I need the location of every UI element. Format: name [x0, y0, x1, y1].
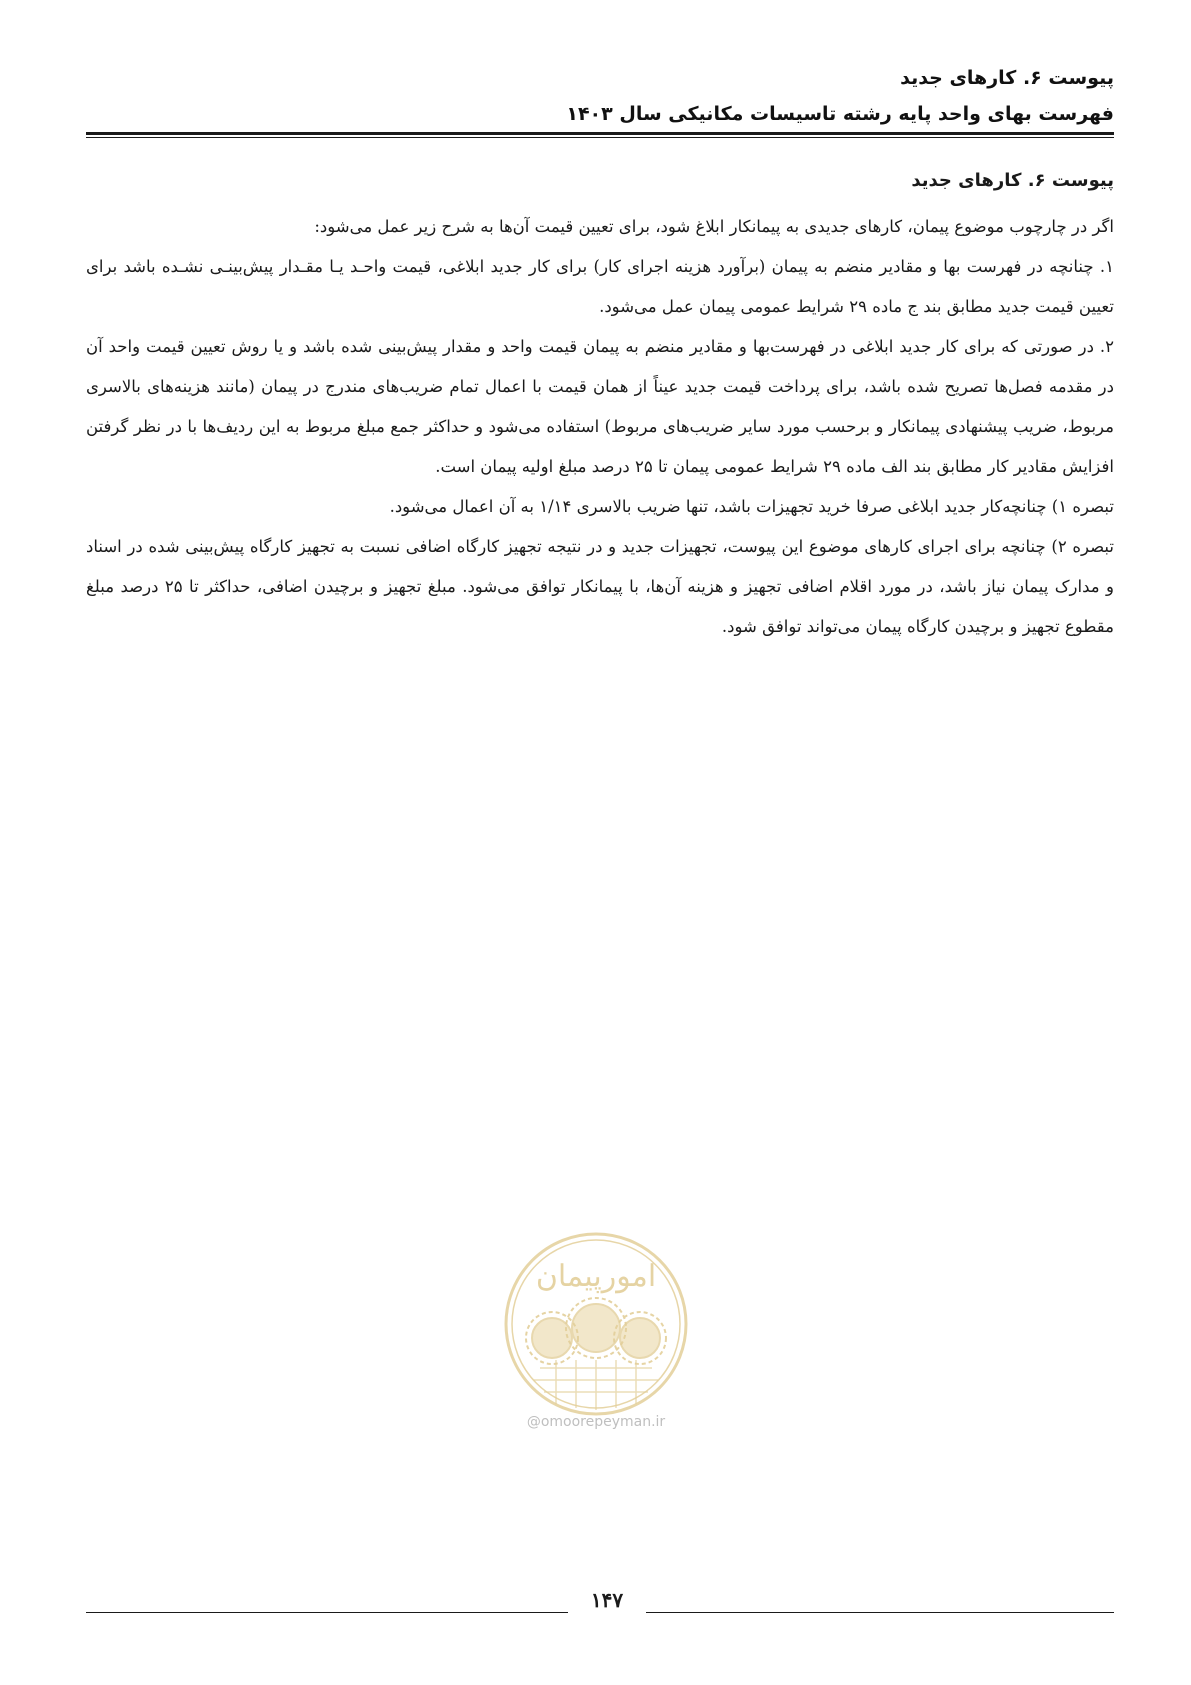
- watermark-url: [496, 1414, 696, 1430]
- document-body: [86, 167, 1114, 647]
- watermark-logo-text: امورپیمان: [535, 1259, 657, 1294]
- watermark-url-text: omoorepeyman.ir: [540, 1414, 666, 1430]
- header-divider-thin: [86, 137, 1114, 138]
- at-symbol-icon: @: [526, 1414, 541, 1430]
- note-1-paragraph: تبصره ۱) چنانچه‌کار جدید ابلاغی صرفا خرید تجهیزات باشد، تنها ضریب بالاسری ۱/۱۴ به آن اعمال می‌شود.: [389, 497, 1114, 516]
- header-divider-thick: [86, 132, 1114, 135]
- watermark-logo: [500, 1228, 692, 1420]
- section-title: پیوست ۶. کارهای جدید: [911, 170, 1114, 191]
- header-appendix-title: پیوست ۶. کارهای جدید: [900, 67, 1114, 89]
- page-header: [86, 60, 1114, 132]
- clause-1-paragraph: ۱. چنانچه در فهرست بها و مقادیر منضم به پیمان (برآورد هزینه اجرای کار) برای کار جدید ابلاغی، قیمت واحـد یـا مقـدار پیش‌بینـی نشـده باشد برای تعیین قیمت جدید مطابق بند ج ماده ۲۹ شرایط عمومی پیمان عمل می‌شود.: [86, 257, 1114, 316]
- footer-divider-right: [646, 1612, 1114, 1613]
- page-number: ۱۴۷: [590, 1588, 624, 1612]
- footer-divider-left: [86, 1612, 568, 1613]
- intro-paragraph: اگر در چارچوب موضوع پیمان، کارهای جدیدی به پیمانکار ابلاغ شود، برای تعیین قیمت آن‌ها به شرح زیر عمل می‌شود:: [314, 217, 1114, 236]
- clause-2-paragraph: ۲. در صورتی که برای کار جدید ابلاغی در فهرست‌بها و مقادیر منضم به پیمان قیمت واحد و مقدار پیش‌بینی شده باشد و یا روش تعیین قیمت واحد آن در مقدمه فصل‌ها تصریح شده باشد، برای پرداخت قیمت جدید عیناً از همان قیمت با اعمال تمام ضریب‌های مندرج در پیمان (مانند هزینه‌های بالاسری مربوط، ضریب پیشنهادی پیمانکار و برحسب مورد سایر ضریب‌های مربوط) استفاده می‌شود و حداکثر جمع مبلغ مربوط به این ردیف‌ها با در نظر گرفتن افزایش مقادیر کار مطابق بند الف ماده ۲۹ شرایط عمومی پیمان تا ۲۵ درصد مبلغ اولیه پیمان است.: [86, 337, 1114, 476]
- note-2-paragraph: تبصره ۲) چنانچه برای اجرای کارهای موضوع این پیوست، تجهیزات جدید و در نتیجه تجهیز کارگاه اضافی نسبت به تجهیز کارگاه پیش‌بینی شده در اسناد و مدارک پیمان نیاز باشد، در مورد اقلام اضافی تجهیز و هزینه آن‌ها، با پیمانکار توافق می‌شود. مبلغ تجهیز و برچیدن اضافی، حداکثر تا ۲۵ درصد مبلغ مقطوع تجهیز و برچیدن کارگاه پیمان می‌تواند توافق شود.: [86, 537, 1114, 636]
- header-document-title: فهرست بهای واحد پایه رشته تاسیسات مکانیکی سال ۱۴۰۳: [566, 103, 1114, 125]
